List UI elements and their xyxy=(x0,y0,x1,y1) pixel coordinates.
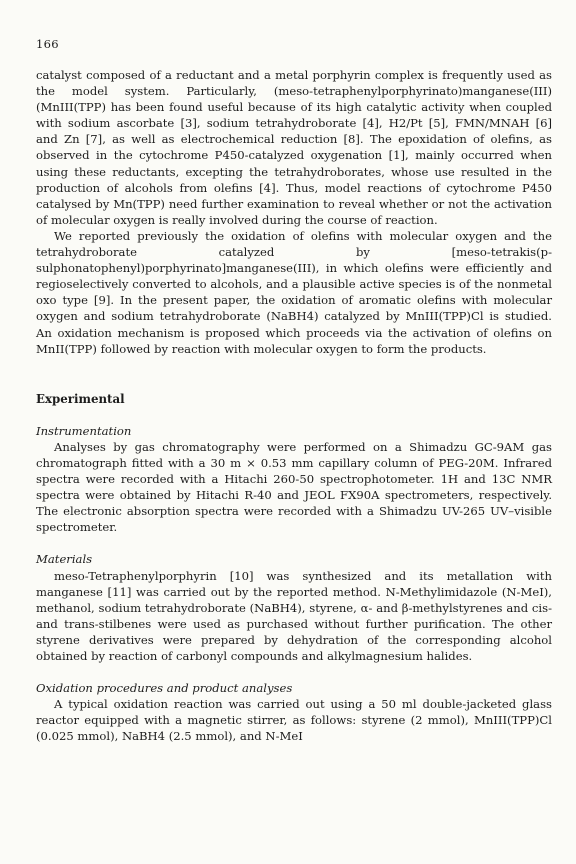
subheading-instrumentation: Instrumentation xyxy=(36,423,132,438)
body-text xyxy=(36,67,552,744)
subheading-oxidation-procedures: Oxidation procedures and product analyses xyxy=(36,681,293,696)
instrumentation-paragraph: Analyses by gas chromatography were performed on a Shimadzu GC-9AM gas chromatograph fitted with a 30 m × 0.53 mm capillary column of PEG-20M. Infrared spectra were recorded with a Hitachi 260-50 spectrophotometer. 1H and 13C NMR spectra were obtained by Hitachi R-40 and JEOL FX90A spectrometers, respectively. The electronic absorption spectra were recorded with a Shimadzu UV-265 UV–visible spectrometer. xyxy=(36,439,552,535)
oxidation-paragraph: A typical oxidation reaction was carried out using a 50 ml double-jacketed glass reactor equipped with a magnetic stirrer, as follows: styrene (2 mmol), MnIII(TPP)Cl (0.025 mmol), NaBH4 (2.5 mmol), and N-MeI xyxy=(36,697,552,744)
intro-paragraph-continued: catalyst composed of a reductant and a metal porphyrin complex is frequently used as the model system. Particularly, (meso-tetraphenylporphyrinato)manganese(III) (MnIII(TPP) has been found useful because of its high catalytic activity when coupled with sodium ascorbate [3], sodium tetrahydroborate [4], H2/Pt [5], FMN/MNAH [6] and Zn [7], as well as electrochemical reduction [8]. The epoxidation of olefins, as observed in the cytochrome P450-catalyzed oxygenation [1], mainly occurred when using these reductants, excepting the tetrahydroborates, whose use resulted in the production of alcohols from olefins [4]. Thus, model reactions of cytochrome P450 catalysed by Mn(TPP) need further examination to reveal whether or not the activation of molecular oxygen is really involved during the course of reaction. xyxy=(36,68,552,227)
subheading-materials: Materials xyxy=(36,552,93,567)
page-number: 166 xyxy=(36,37,59,51)
materials-paragraph: meso-Tetraphenylporphyrin [10] was synthesized and its metallation with manganese [11] was carried out by the reported method. N-Methylimidazole (N-MeI), methanol, sodium tetrahydroborate (NaBH4), styrene, α- and β-methylstyrenes and cis- and trans-stilbenes were used as purchased without further purification. The other styrene derivatives were prepared by dehydration of the corresponding alcohol obtained by reaction of carbonyl compounds and alkylmagnesium halides. xyxy=(36,568,552,663)
intro-paragraph-2: We reported previously the oxidation of olefins with molecular oxygen and the tetrahydroborate catalyzed by [meso-tetrakis(p-sulphonatophenyl)porphyrinato]manganese(III), in which olefins were efficiently and regioselectively converted to alcohols, and a plausible active species is of the nonmetal oxo type [9]. In the present paper, the oxidation of aromatic olefins with molecular oxygen and sodium tetrahydroborate (NaBH4) catalyzed by MnIII(TPP)Cl is studied. An oxidation mechanism is proposed which proceeds via the activation of olefins on MnII(TPP) followed by reaction with molecular oxygen to form the products. xyxy=(36,228,552,356)
section-heading-experimental: Experimental xyxy=(36,391,125,406)
